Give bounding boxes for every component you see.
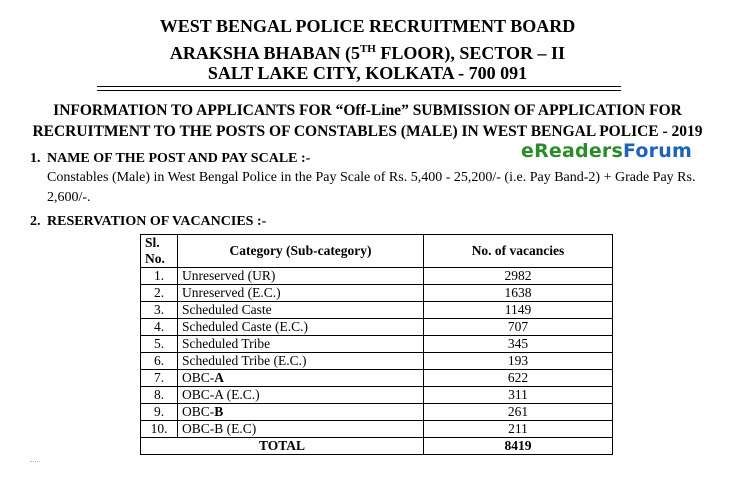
header-category: Category (Sub-category) [178, 235, 424, 268]
row-vacancies: 622 [424, 370, 613, 387]
row-vacancies: 2982 [424, 268, 613, 285]
row-sl: 6. [141, 353, 178, 370]
section-1-number: 1. [30, 151, 41, 166]
header-line-3: SALT LAKE CITY, KOLKATA - 700 091 [207, 63, 528, 83]
row-category-pre: OBC- [182, 404, 215, 419]
row-category: Scheduled Tribe (E.C.) [178, 353, 424, 370]
header-rule-1 [97, 86, 621, 87]
watermark-part-2: Forum [623, 140, 692, 162]
header-line-2 [0, 38, 735, 64]
section-1-title: NAME OF THE POST AND PAY SCALE :- [47, 151, 311, 166]
header-sl-line-2: No. [145, 251, 165, 266]
row-vacancies: 1638 [424, 285, 613, 302]
row-category [178, 404, 424, 421]
header-rule-2 [97, 90, 621, 91]
row-vacancies: 707 [424, 319, 613, 336]
info-title-line-2: RECRUITMENT TO THE POSTS OF CONSTABLES (MALE) IN WEST BENGAL POLICE - 2019 [32, 123, 703, 140]
table-row [141, 319, 613, 336]
row-category: Scheduled Caste [178, 302, 424, 319]
section-2-title: RESERVATION OF VACANCIES :- [47, 214, 267, 229]
info-title-line-1: INFORMATION TO APPLICANTS FOR “Off-Line” SUBMISSION OF APPLICATION FOR [53, 102, 682, 119]
row-category: OBC-A (E.C.) [178, 387, 424, 404]
table-row [141, 285, 613, 302]
row-category: OBC-B (E.C) [178, 421, 424, 438]
row-vacancies: 345 [424, 336, 613, 353]
row-vacancies: 311 [424, 387, 613, 404]
row-sl: 10. [141, 421, 178, 438]
header-sl-no [141, 235, 178, 268]
row-category: Scheduled Caste (E.C.) [178, 319, 424, 336]
vacancy-table [140, 234, 613, 455]
row-sl: 5. [141, 336, 178, 353]
total-value: 8419 [424, 438, 613, 455]
watermark-part-1: eReaders [521, 140, 623, 162]
total-label: TOTAL [141, 438, 424, 455]
row-sl: 1. [141, 268, 178, 285]
section-2-heading [30, 213, 266, 231]
header-line-2-pre: ARAKSHA BHABAN (5 [169, 43, 360, 63]
row-sl: 4. [141, 319, 178, 336]
header-vacancies: No. of vacancies [424, 235, 613, 268]
section-2-number: 2. [30, 214, 41, 229]
page-mark [30, 461, 40, 462]
section-1-heading [30, 150, 310, 168]
header-line-2-sup: TH [359, 43, 376, 55]
table-row [141, 421, 613, 438]
row-sl: 7. [141, 370, 178, 387]
table-row [141, 268, 613, 285]
table-header-row [141, 235, 613, 268]
row-vacancies: 193 [424, 353, 613, 370]
row-vacancies: 211 [424, 421, 613, 438]
row-vacancies: 261 [424, 404, 613, 421]
row-category-bold: B [214, 404, 224, 419]
table-total-row [141, 438, 613, 455]
row-category: Scheduled Tribe [178, 336, 424, 353]
row-category-bold: A [214, 370, 225, 385]
table-row [141, 353, 613, 370]
row-category: Unreserved (UR) [178, 268, 424, 285]
watermark-logo [521, 140, 692, 162]
row-category: Unreserved (E.C.) [178, 285, 424, 302]
header-line-2-post: FLOOR), SECTOR – II [375, 43, 566, 63]
table-row [141, 387, 613, 404]
section-1-text: Constables (Male) in West Bengal Police in the Pay Scale of Rs. 5,400 - 25,200/- (i.e. Pay Band-2) + Grade Pay Rs. 2,600/-. [47, 170, 696, 205]
row-sl: 8. [141, 387, 178, 404]
table-row [141, 404, 613, 421]
table-row [141, 336, 613, 353]
row-category [178, 370, 424, 387]
row-sl: 3. [141, 302, 178, 319]
table-row [141, 302, 613, 319]
header-line-1: WEST BENGAL POLICE RECRUITMENT BOARD [159, 16, 576, 36]
table-row [141, 370, 613, 387]
header-sl-line-1: Sl. [145, 235, 160, 250]
row-sl: 9. [141, 404, 178, 421]
row-sl: 2. [141, 285, 178, 302]
row-vacancies: 1149 [424, 302, 613, 319]
row-category-pre: OBC- [182, 370, 215, 385]
